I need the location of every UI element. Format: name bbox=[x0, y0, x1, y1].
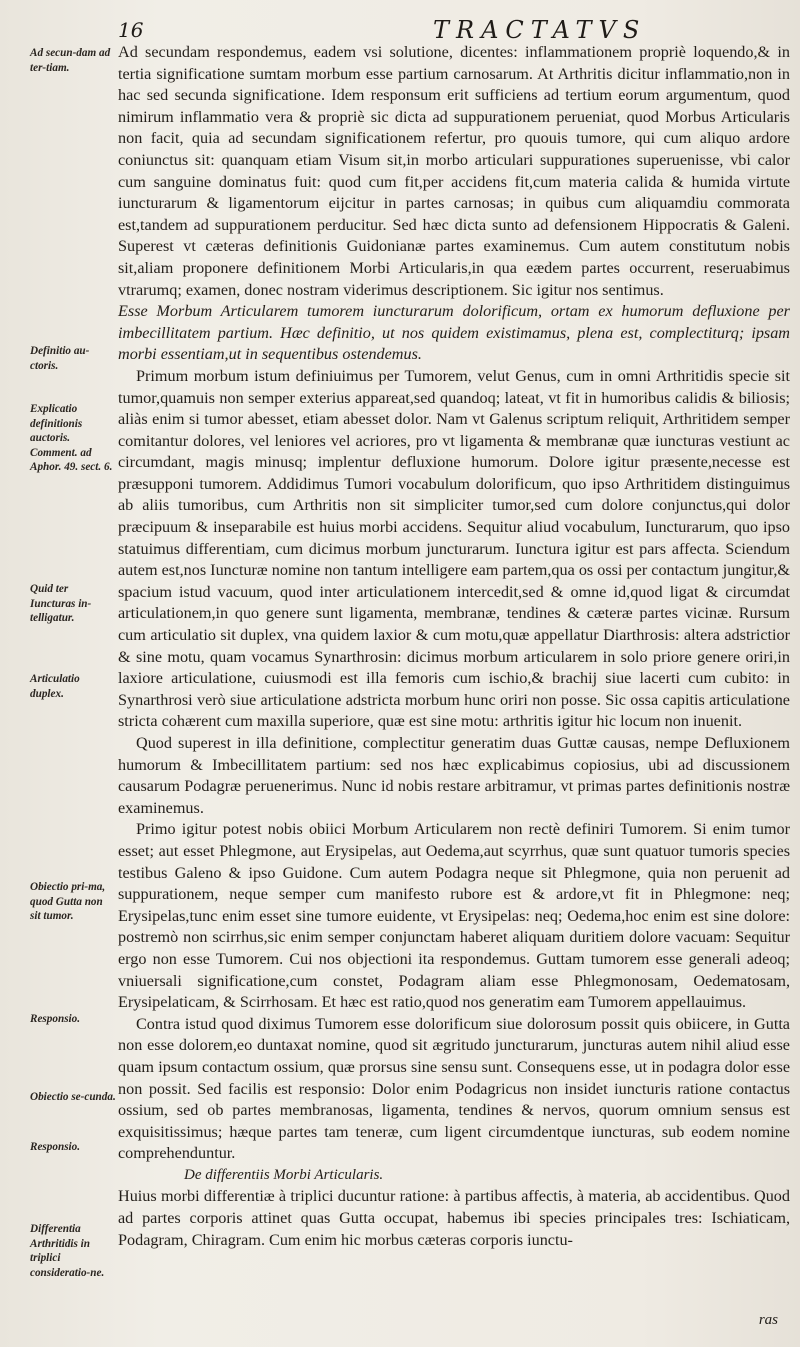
main-text bbox=[118, 42, 790, 1251]
margin-note: Differentia Arthritidis in triplici consideratio-ne. bbox=[30, 1223, 105, 1279]
paragraph: Contra istud quod diximus Tumorem esse dolorificum siue dolorosum possit quis obiicere, in Gutta non esse dolorem,eo duntaxat nomine, quod sit ægritudo juncturarum, juncturas autem nihil aliud esse quam ipsum contactum ossium, quæ prorsus sine sensu sunt. Consequens esse, ut in podagra dolor esse non possit. Sed facilis est responsio: Dolor enim Podagricus non insidet iuncturis ratione contactus ossium, sed ob partes membranosas, ligamenta, tendines & nervos, quorum omnium sensus est exquisitissimus; hæque partes tam teneræ, cum ligent circumdentque iuncturas, sub eodem nomine comprehenduntur. bbox=[118, 1014, 790, 1163]
margin-note: Quid ter Iuncturas in-telligatur. bbox=[30, 583, 92, 624]
margin-note: Ad secun-dam ad ter-tiam. bbox=[30, 47, 111, 74]
paragraph: Ad secundam respondemus, eadem vsi solutione, dicentes: inflammationem propriè loquendo,& in tertia significatione sumtam morbum esse partium carnosarum. At Arthritis dicitur inflammatio,non in hac sed secunda significatione. Idem responsum erit sufficiens ad tertium eorum argumentum, quod nimirum inflammatio vera & propriè sic dicta ad suppurationem perueniat, quod Morbus Articularis non facit, quia ad secundam significationem refertur, pro quouis tumore, qui cum aliquo ardore coniunctus sit: quanquam etiam Visum sit,in morbo articulari suppurationes superuenisse, vbi calor cum sanguine dominatus fuit: quod cum fit,per accidens fit,cum materia calida & humida virtute iuncturarum & ligamentorum eijcitur in partes carnosas; in quibus cum aliquamdiu commorata est,tandem ad suppurationem perducitur. Sed hæc dicta sunto ad defensionem Hippocratis & Galeni. Superest vt cæteras definitionis Guidonianæ partes examinemus. Cum autem constitutum nobis sit,aliam proponere definitionem Morbi Articularis,in qua eædem partes occurrent, reseruabimus vtrarumq; examen, donec nostram viderimus descriptionem. Sic igitur nos sentimus. bbox=[118, 43, 790, 299]
running-title: TRACTATVS bbox=[433, 16, 647, 44]
definition-paragraph: Esse Morbum Articularem tumorem iuncturarum dolorificum, ortam ex humorum defluxione per imbecillitatem partium. Hæc definitio, ut nos quidem existimamus, plena est, complectiturq; ipsam morbi essentiam,ut in sequentibus ostendemus. bbox=[118, 302, 790, 364]
margin-note: Responsio. bbox=[30, 1013, 81, 1025]
paragraph: Primo igitur potest nobis obiici Morbum Articularem non rectè definiri Tumorem. Si enim tumor esset; aut esset Phlegmone, aut Erysipelas, aut Oedema,aut scyrrhus, quæ sunt quatuor tumoris species testibus Galeno & ipso Guidone. Cum autem Podagra neque sit Phlegmone, quia non peruenit ad suppurationem, neque semper cum manifesto rubore est & ardore,vt fit in Phlegmone: neq; Erysipelas,tunc enim esset sine tumore euidente, vt Erysipelas: neq; Oedema,hoc enim est sine dolore: postremò non scirrhus,sic enim semper conjunctam haberet aliquam duritiem dolore vacuam: Sequitur ergo non esse Tumorem. Cui nos objectioni ita respondemus. Guttam tumorem esse generali adeoq; vniuersali significatione,cum constet, Podagram aliam esse Phlegmonosam, Oedematosam, Erysipelaticam, & Scirrhosam. Et hæc est ratio,quod nos generatim eam Tumorem appellauimus. bbox=[118, 820, 790, 1012]
page-number: 16 bbox=[118, 18, 144, 42]
paragraph: Quod superest in illa definitione, complectitur generatim duas Guttæ causas, nempe Defluxionem humorum & Imbecillitatem partium: sed nos hæc explicabimus copiosius, ubi ad discussionem causarum Podagræ peruenerimus. Nunc id nobis restare arbitramur, vt primas partes definitionis nostræ examinemus. bbox=[118, 734, 790, 817]
margin-note: Definitio au-ctoris. bbox=[30, 345, 90, 372]
section-heading: De differentiis Morbi Articularis. bbox=[184, 1166, 384, 1183]
paragraph: Primum morbum istum definiuimus per Tumorem, velut Genus, cum in omni Arthritidis specie sit tumor,quamuis non semper exterius appareat,sed quandoq; lateat, vt fit in humoribus calidis & biliosis; aliàs enim si tumor abesset, etiam abesset dolor. Nam vt Galenus scriptum reliquit, Arthritidem semper comitantur dolores, vel leniores vel acriores, pro vt ligamenta & membranæ quæ iuncturas vestiunt ac circumdant, magis minusq; implentur defluxione humorum. Dolore igitur præsente,necesse est præsupponi tumorem. Addidimus Tumori vocabulum dolorificum, quo ipso Arthritidem distinguimus ab aliis tumoribus, cum Arthritis non sit simpliciter tumor,sed cum dolore conjunctus,qui dolor præcipuum & inseparabile est huius morbi accidens. Sequitur aliud vocabulum, Iuncturarum, quo ipso statuimus differentiam, cum dicimus morbum juncturarum. Iunctura igitur est pars affecta. Sciendum autem est,nos Iuncturæ nomine non tantum intelligere eam partem,qua os ossi per contactum jungitur,& spacium istud vacuum, quod inter articulationem intercedit,sed & omne id,quod ligat & circumdat articulationem,in quo genere sunt ligamenta, membranæ, tendines & cæteræ partes vicinæ. Rursum cum articulatio sit duplex, vna quidem laxior & cum motu,quæ appellatur Diarthrosis: altera adstrictior & sine motu, quam vocamus Synarthrosin: dicimus morbum articularem in solo priore genere oriri,in laxiore articulatione, cuiusmodi est illa femoris cum ischio,& brachij siue lacerti cum cubito: in Synarthrosi verò siue articulatione adstricta morbum hunc oriri non posse. Sic ossa capitis articulatione stricta cohærent cum maxilla superiore, quæ est sine motu: arthritis igitur hic locum non inuenit. bbox=[118, 366, 790, 731]
margin-note: Obiectio se-cunda. bbox=[30, 1091, 116, 1103]
margin-note: Explicatio definitionis auctoris. Comment. ad Aphor. 49. sect. 6. bbox=[30, 403, 113, 473]
paragraph: Huius morbi differentiæ à triplici ducuntur ratione: à partibus affectis, à materia, ab accidentibus. Quod ad partes corporis attinet quas Gutta occupat, habemus ibi species principales tres: Ischiaticam, Podagram, Chiragram. Cum enim hic morbus cæteras corporis iunctu- bbox=[118, 1187, 790, 1249]
margin-note: Articulatio duplex. bbox=[30, 673, 80, 700]
catchword: ras bbox=[758, 1312, 778, 1328]
margin-notes bbox=[30, 0, 116, 1347]
margin-note: Obiectio pri-ma, quod Gutta non sit tumor. bbox=[30, 881, 106, 922]
margin-note: Responsio. bbox=[30, 1141, 81, 1153]
